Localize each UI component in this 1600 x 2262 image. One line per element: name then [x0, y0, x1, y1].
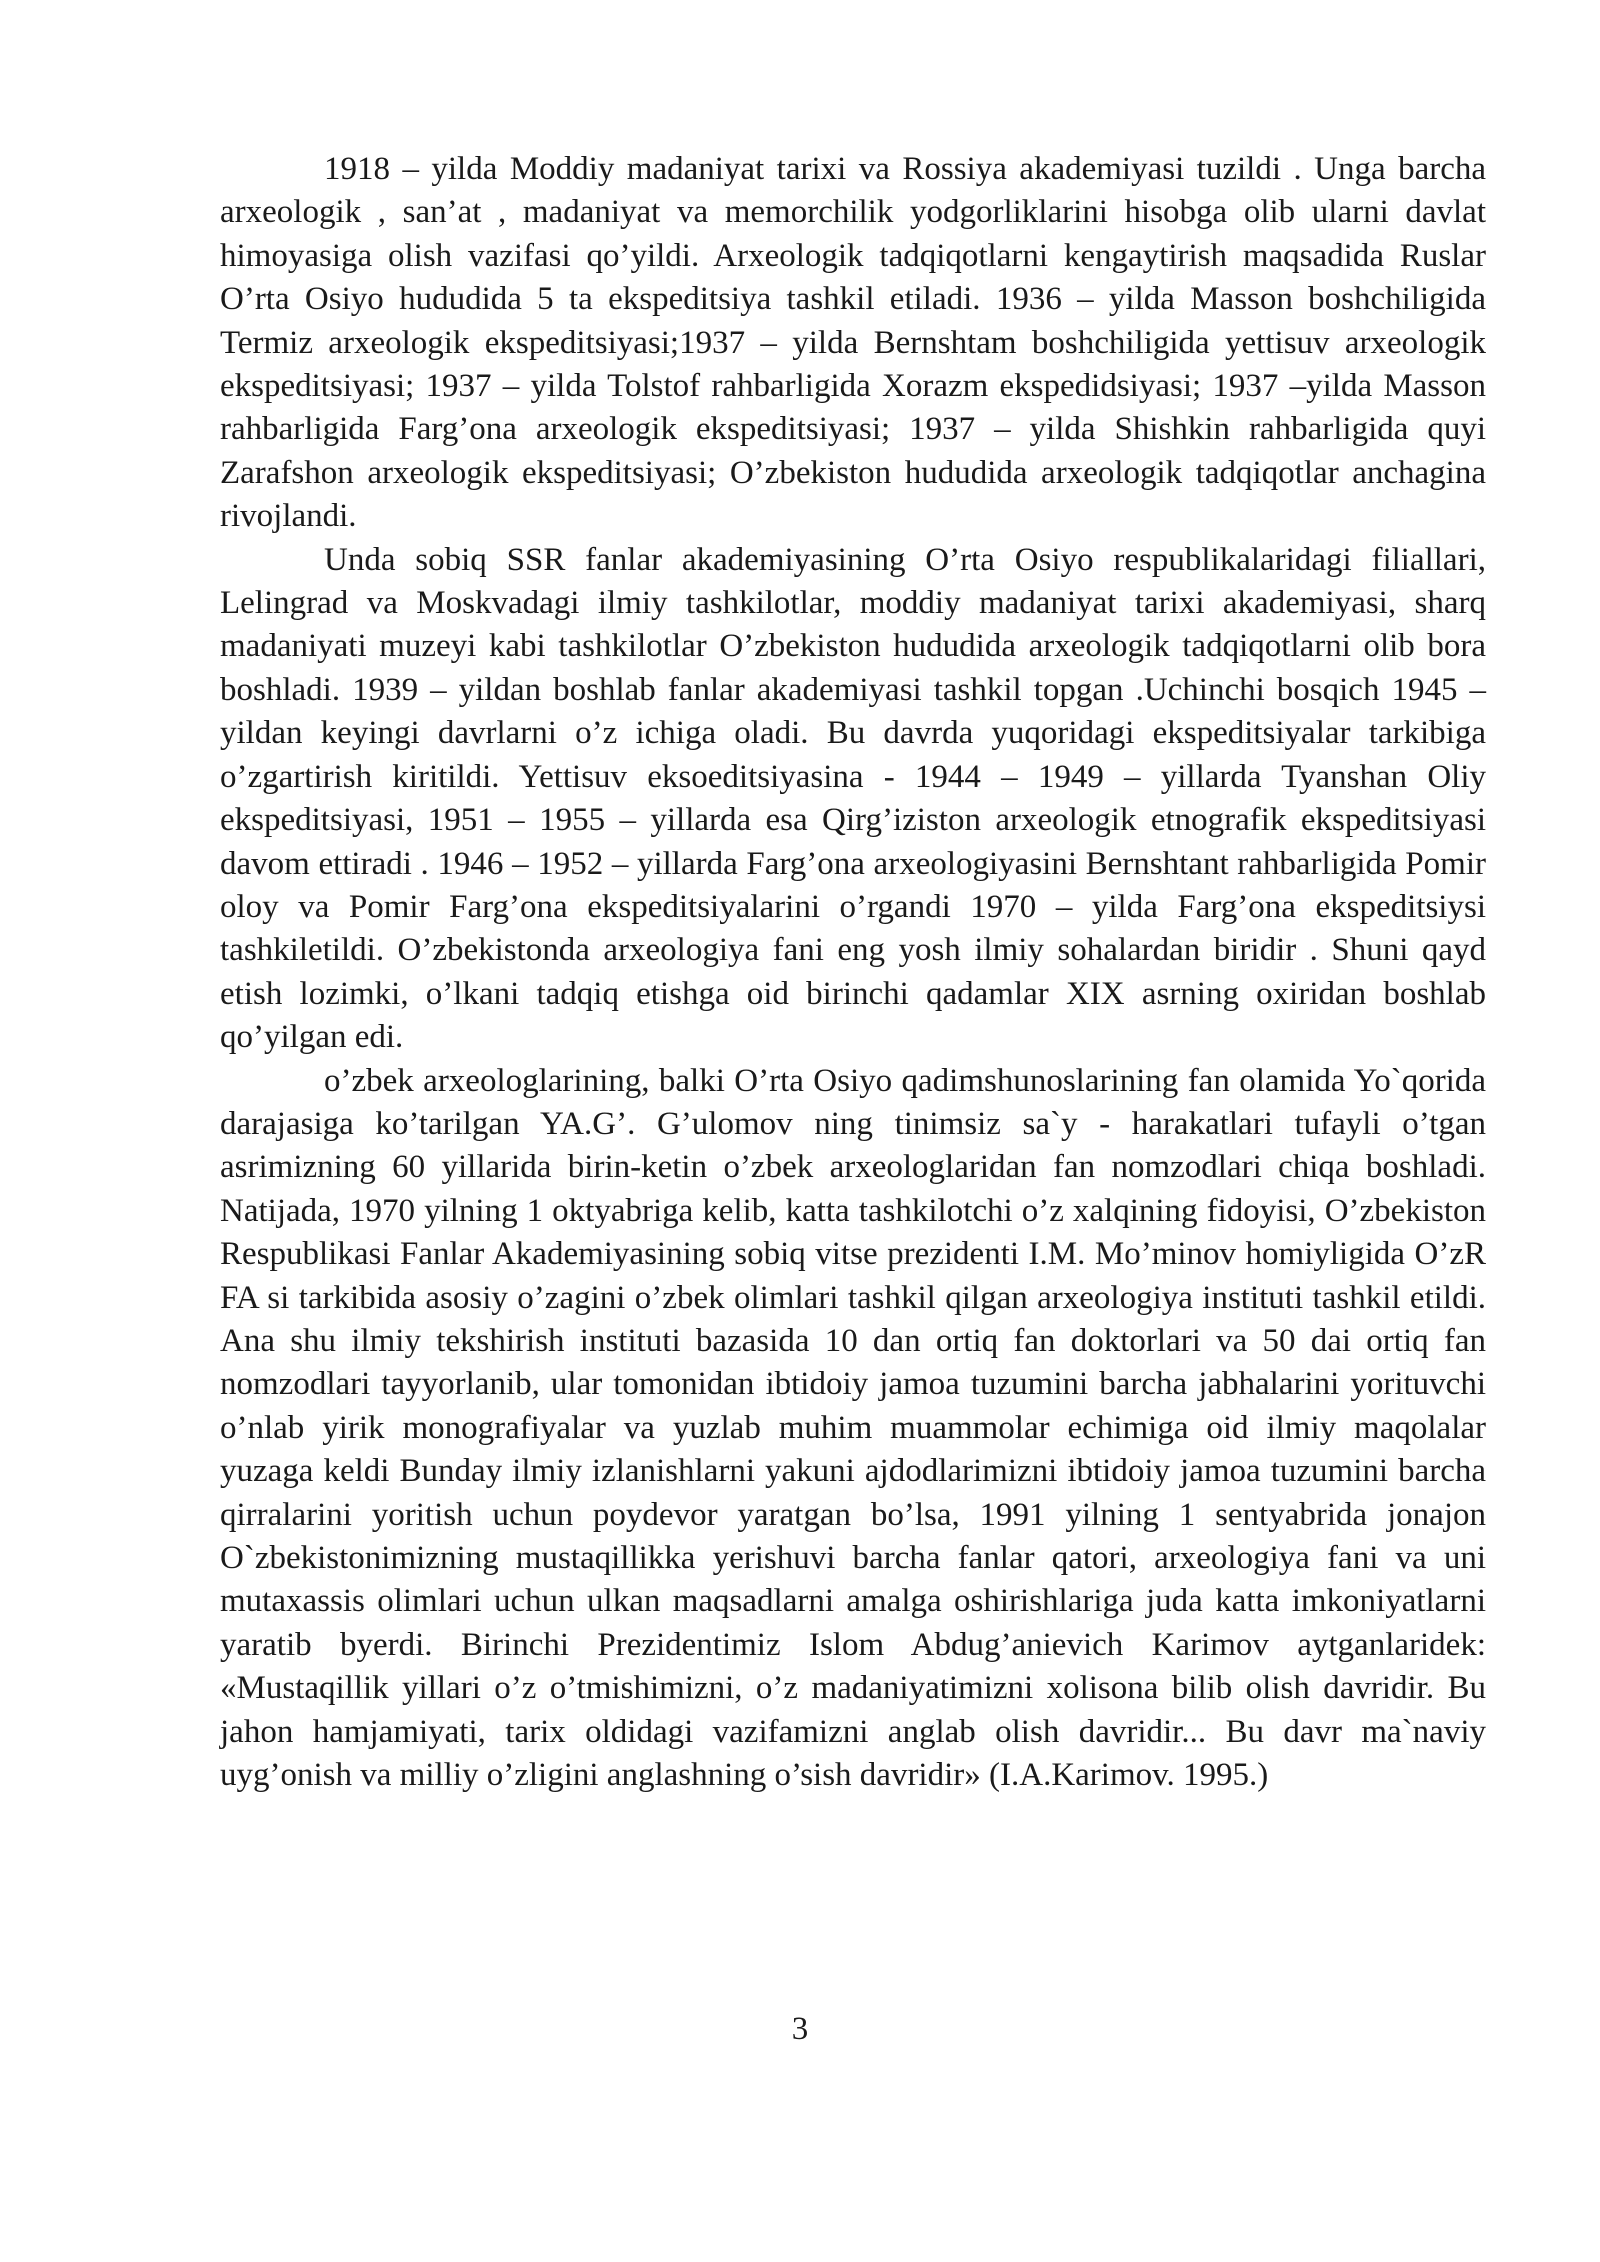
- paragraph-1: 1918 – yilda Moddiy madaniyat tarixi va Rossiya akademiyasi tuzildi . Unga barcha arxeologik , san’at , madaniyat va memorchilik yodgorliklarini hisobga olib ularni davlat himoyasiga olish vazifasi qo’yildi. Arxeologik tadqiqotlarni kengaytirish maqsadida Ruslar O’rta Osiyo hududida 5 ta ekspeditsiya tashkil etiladi. 1936 – yilda Masson boshchiligida Termiz arxeologik ekspeditsiyasi;1937 – yilda Bernshtam boshchiligida yettisuv arxeologik ekspeditsiyasi; 1937 – yilda Tolstof rahbarligida Xorazm ekspedidsiyasi; 1937 –yilda Masson rahbarligida Farg’ona arxeologik ekspeditsiyasi; 1937 – yilda Shishkin rahbarligida quyi Zarafshon arxeologik ekspeditsiyasi; O’zbekiston hududida arxeologik tadqiqotlar anchagina rivojlandi.: [220, 151, 1486, 535]
- paragraph-3: o’zbek arxeologlarining, balki O’rta Osiyo qadimshunoslarining fan olamida Yo`qorida darajasiga ko’tarilgan YA.G’. G’ulomov ning tinimsiz sa`y - harakatlari tufayli o’tgan asrimizning 60 yillarida birin-ketin o’zbek arxeologlaridan fan nomzodlari chiqa boshladi. Natijada, 1970 yilning 1 oktyabriga kelib, katta tashkilotchi o’z xalqining fidoyisi, O’zbekiston Respublikasi Fanlar Akademiyasining sobiq vitse prezidenti I.M. Mo’minov homiyligida O’zR FA si tarkibida asosiy o’zagini o’zbek olimlari tashkil qilgan arxeologiya instituti tashkil etildi. Ana shu ilmiy tekshirish instituti bazasida 10 dan ortiq fan doktorlari va 50 dai ortiq fan nomzodlari tayyorlanib, ular tomonidan ibtidoiy jamoa tuzumini barcha jabhalarini yorituvchi o’nlab yirik monografiyalar va yuzlab muhim muammolar echimiga oid ilmiy maqolalar yuzaga keldi Bunday ilmiy izlanishlarni yakuni ajdodlarimizni ibtidoiy jamoa tuzumini barcha qirralarini yoritish uchun poydevor yaratgan bo’lsa, 1991 yilning 1 sentyabrida jonajon O`zbekistonimizning mustaqillikka yerishuvi barcha fanlar qatori, arxeologiya fani va uni mutaxassis olimlari uchun ulkan maqsadlarni amalga oshirishlariga juda katta imkoniyatlarni yaratib byerdi. Birinchi Prezidentimiz Islom Abdug’anievich Karimov aytganlaridek: «Mustaqillik yillari o’z o’tmishimizni, o’z madaniyatimizni xolisona bilib olish davridir. Bu jahon hamjamiyati, tarix oldidagi vazifamizni anglab olish davridir... Bu davr ma`naviy uyg’onish va milliy o’zligini anglashning o’sish davridir» (I.A.Karimov. 1995.): [220, 1062, 1486, 1794]
- body-text: [220, 148, 1486, 1797]
- paragraph-2: Unda sobiq SSR fanlar akademiyasining O’rta Osiyo respublikalaridagi filiallari, Lelingrad va Moskvadagi ilmiy tashkilotlar, moddiy madaniyat tarixi akademiyasi, sharq madaniyati muzeyi kabi tashkilotlar O’zbekiston hududida arxeologik tadqiqotlarni olib bora boshladi. 1939 – yildan boshlab fanlar akademiyasi tashkil topgan .Uchinchi bosqich 1945 – yildan keyingi davrlarni o’z ichiga oladi. Bu davrda yuqoridagi ekspeditsiyalar tarkibiga o’zgartirish kiritildi. Yettisuv eksoeditsiyasina - 1944 – 1949 – yillarda Tyanshan Oliy ekspeditsiyasi, 1951 – 1955 – yillarda esa Qirg’iziston arxeologik etnografik ekspeditsiyasi davom ettiradi . 1946 – 1952 – yillarda Farg’ona arxeologiyasini Bernshtant rahbarligida Pomir oloy va Pomir Farg’ona ekspeditsiyalarini o’rgandi 1970 – yilda Farg’ona ekspeditsiysi tashkiletildi. O’zbekistonda arxeologiya fani eng yosh ilmiy sohalardan biridir . Shuni qayd etish lozimki, o’lkani tadqiq etishga oid birinchi qadamlar XIX asrning oxiridan boshlab qo’yilgan edi.: [220, 541, 1486, 1056]
- page-number: 3: [791, 2011, 809, 2047]
